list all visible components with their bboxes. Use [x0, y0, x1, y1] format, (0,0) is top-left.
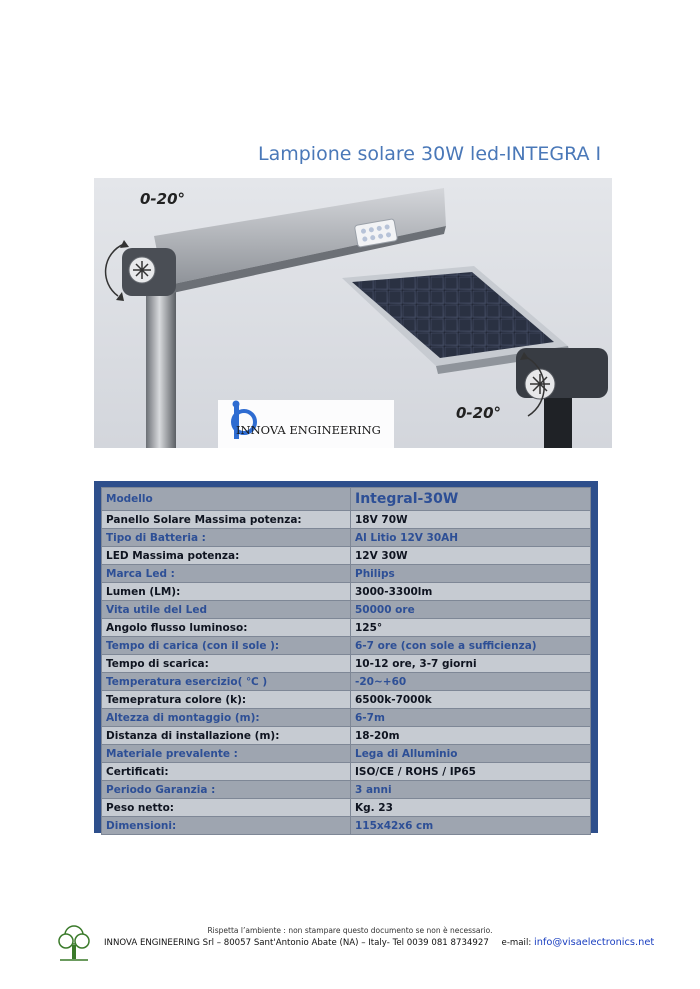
- spec-label: Distanza di installazione (m):: [102, 727, 351, 745]
- spec-row: [102, 565, 591, 583]
- spec-row: [102, 709, 591, 727]
- spec-label: Dimensioni:: [102, 817, 351, 835]
- spec-label: Periodo Garanzia :: [102, 781, 351, 799]
- company-logo: [218, 400, 394, 448]
- email-label: e-mail:: [501, 938, 532, 948]
- product-image: [94, 178, 612, 448]
- spec-row: [102, 727, 591, 745]
- spec-label: Materiale prevalente :: [102, 745, 351, 763]
- spec-label: Altezza di montaggio (m):: [102, 709, 351, 727]
- page-title: Lampione solare 30W led-INTEGRA I: [258, 143, 602, 165]
- spec-value: 115x42x6 cm: [351, 817, 591, 835]
- spec-label: Tipo di Batteria :: [102, 529, 351, 547]
- spec-label: Angolo flusso luminoso:: [102, 619, 351, 637]
- logo-text: INNOVA ENGINEERING: [236, 423, 381, 437]
- spec-value: 6-7 ore (con sole a sufficienza): [351, 637, 591, 655]
- email-link[interactable]: info@visaelectronics.net: [533, 937, 655, 948]
- footer-environment-note: Rispetta l’ambiente : non stampare questo documento se non è necessario.: [207, 926, 493, 935]
- spec-value: 6500k-7000k: [351, 691, 591, 709]
- spec-row: [102, 529, 591, 547]
- footer-company-line: [104, 937, 664, 948]
- spec-value: Lega di Alluminio: [351, 745, 591, 763]
- angle-label-bottom: 0-20°: [456, 404, 502, 422]
- spec-table-frame: [94, 481, 598, 833]
- spec-label: Lumen (LM):: [102, 583, 351, 601]
- spec-value: 12V 30W: [351, 547, 591, 565]
- spec-row: [102, 601, 591, 619]
- spec-label: Peso netto:: [102, 799, 351, 817]
- company-address: INNOVA ENGINEERING Srl – 80057 Sant'Antonio Abate (NA) – Italy- Tel 0039 081 8734927: [104, 938, 489, 948]
- spec-row: [102, 781, 591, 799]
- spec-header-label: Modello: [102, 488, 351, 511]
- spec-label: Marca Led :: [102, 565, 351, 583]
- spec-value: Al Litio 12V 30AH: [351, 529, 591, 547]
- spec-row: [102, 547, 591, 565]
- spec-value: 50000 ore: [351, 601, 591, 619]
- spec-row: [102, 511, 591, 529]
- spec-label: Tempo di carica (con il sole ):: [102, 637, 351, 655]
- spec-value: 3000-3300lm: [351, 583, 591, 601]
- spec-label: Panello Solare Massima potenza:: [102, 511, 351, 529]
- spec-value: 18-20m: [351, 727, 591, 745]
- spec-value: Philips: [351, 565, 591, 583]
- spec-table: [101, 487, 591, 835]
- spec-value: 3 anni: [351, 781, 591, 799]
- spec-value: 10-12 ore, 3-7 giorni: [351, 655, 591, 673]
- spec-label: Tempo di scarica:: [102, 655, 351, 673]
- spec-label: Temperatura esercizio( ℃ ): [102, 673, 351, 691]
- spec-label: Certificati:: [102, 763, 351, 781]
- spec-value: ISO/CE / ROHS / IP65: [351, 763, 591, 781]
- spec-label: Vita utile del Led: [102, 601, 351, 619]
- spec-row: [102, 655, 591, 673]
- spec-row: [102, 817, 591, 835]
- spec-row: [102, 673, 591, 691]
- spec-value: 125°: [351, 619, 591, 637]
- spec-row: [102, 637, 591, 655]
- spec-value: Kg. 23: [351, 799, 591, 817]
- spec-row: [102, 583, 591, 601]
- spec-value: 6-7m: [351, 709, 591, 727]
- spec-row: [102, 745, 591, 763]
- spec-label: Temepratura colore (k):: [102, 691, 351, 709]
- spec-row: [102, 763, 591, 781]
- spec-row: [102, 619, 591, 637]
- spec-row: [102, 799, 591, 817]
- spec-header-value: Integral-30W: [351, 488, 591, 511]
- angle-label-top: 0-20°: [140, 190, 186, 208]
- spec-row: [102, 691, 591, 709]
- spec-value: 18V 70W: [351, 511, 591, 529]
- spec-label: LED Massima potenza:: [102, 547, 351, 565]
- spec-value: -20~+60: [351, 673, 591, 691]
- spec-header-row: [102, 488, 591, 511]
